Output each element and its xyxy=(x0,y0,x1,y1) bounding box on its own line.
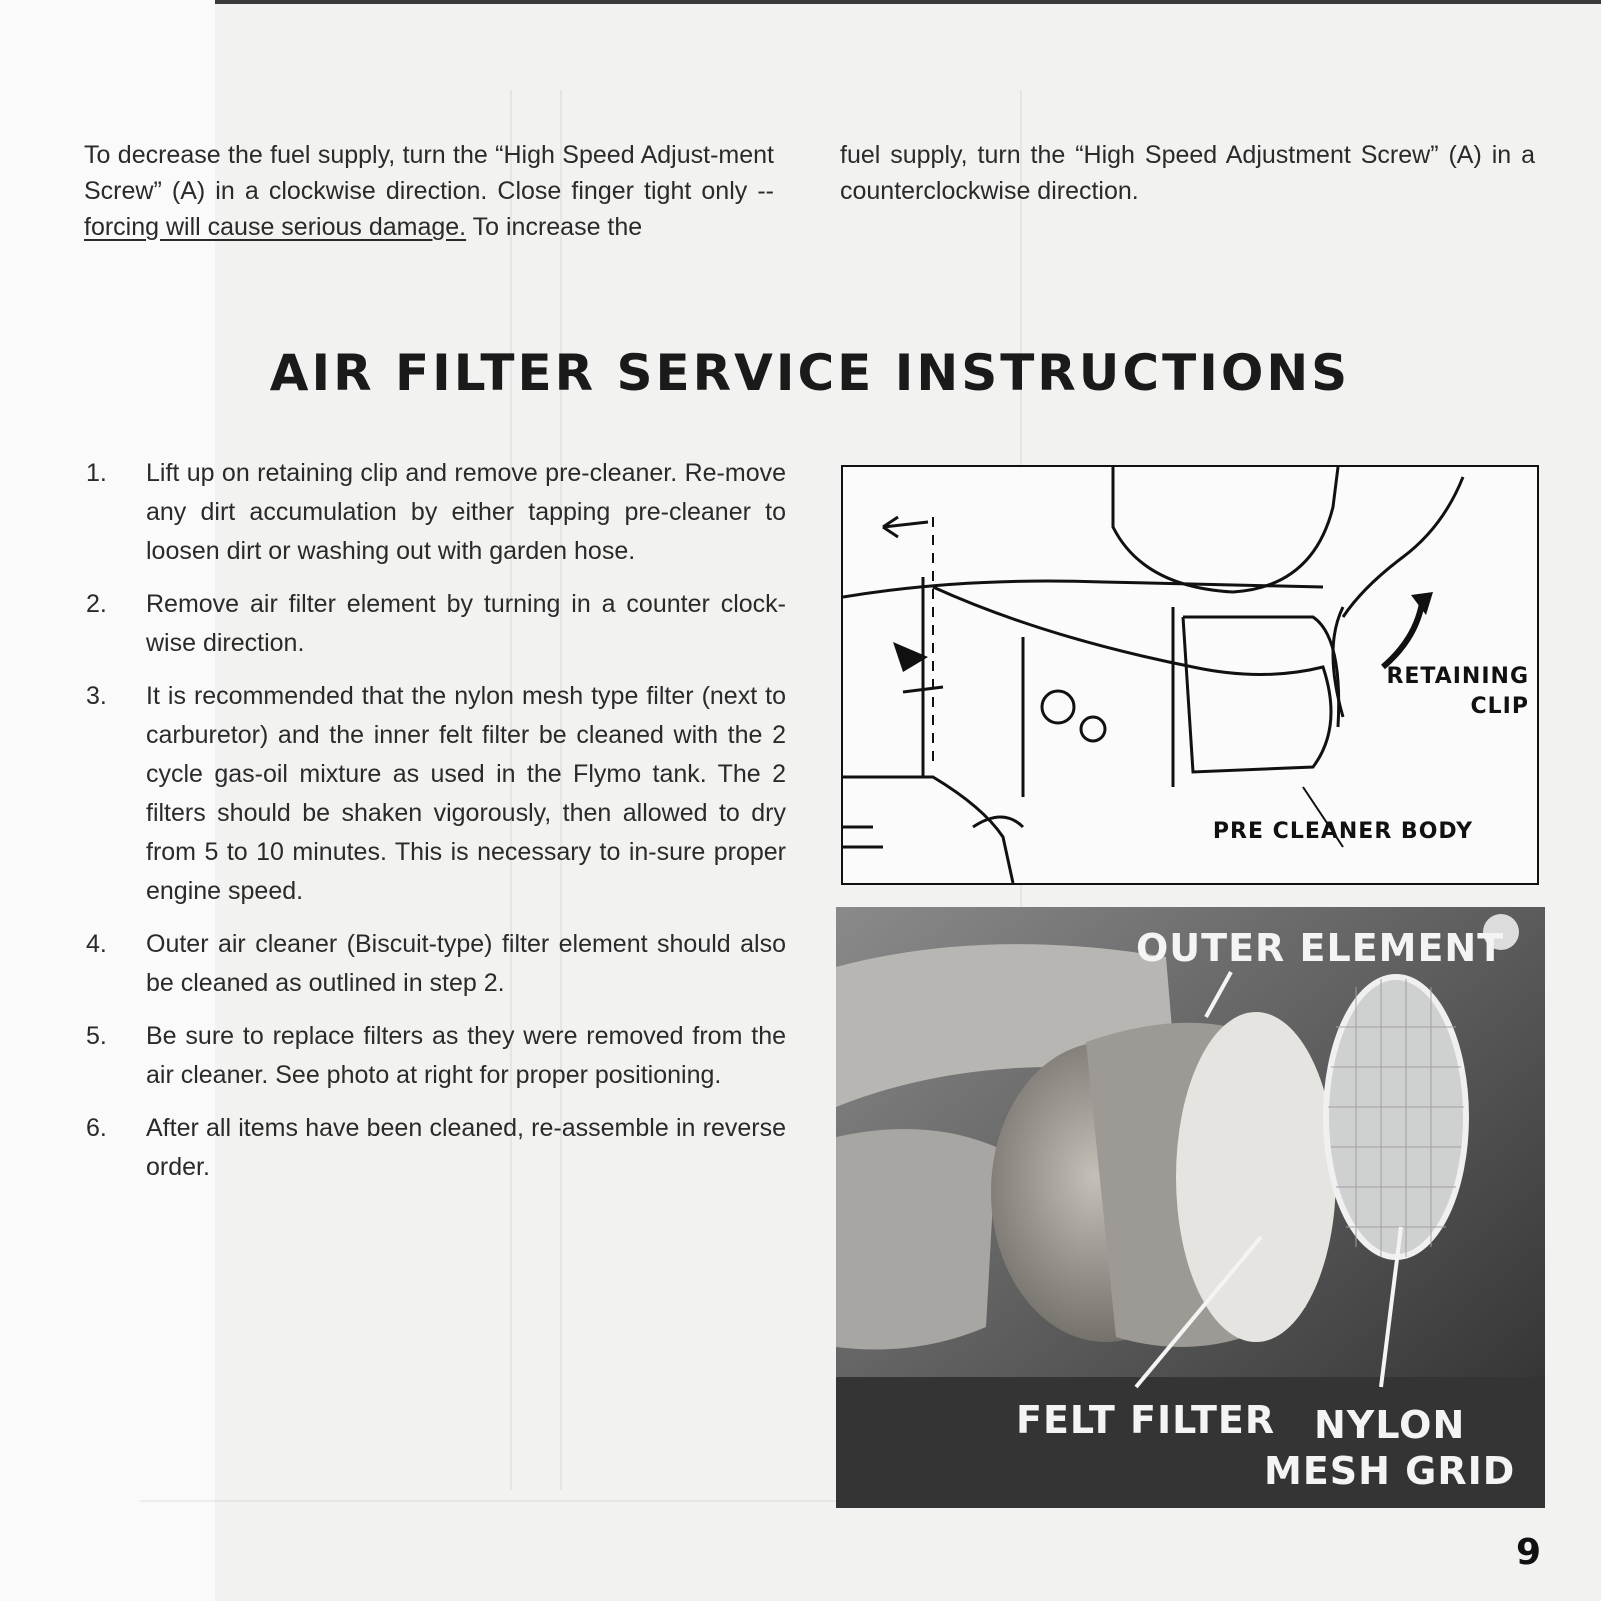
step-item xyxy=(86,585,786,663)
filter-elements-photo xyxy=(836,907,1545,1508)
intro-left-column xyxy=(84,137,774,245)
instruction-steps xyxy=(86,454,786,1201)
step-text: Lift up on retaining clip and remove pre-cleaner. Re-move any dirt accumulation by either tapping pre-cleaner to loosen dirt or washing out with garden hose. xyxy=(146,459,786,565)
step-text: Be sure to replace filters as they were removed from the air cleaner. See photo at right for proper positioning. xyxy=(146,1022,786,1089)
step-item xyxy=(86,1109,786,1187)
intro-warning-underlined: forcing will cause serious damage. xyxy=(84,213,467,241)
step-number: 6. xyxy=(86,1114,107,1142)
step-item xyxy=(86,925,786,1003)
step-text: After all items have been cleaned, re-assemble in reverse order. xyxy=(146,1114,786,1181)
step-item xyxy=(86,454,786,571)
page-number: 9 xyxy=(1515,1532,1541,1573)
pre-cleaner-body-label: PRE CLEANER BODY xyxy=(1212,819,1473,844)
step-number: 4. xyxy=(86,930,107,958)
step-number: 1. xyxy=(86,459,107,487)
retaining-label-line2: CLIP xyxy=(1470,694,1529,719)
nylon-label-line2: MESH GRID xyxy=(1264,1449,1516,1493)
felt-filter-label: FELT FILTER xyxy=(1016,1398,1276,1442)
intro-left-text-end: To increase the xyxy=(466,213,643,241)
step-number: 5. xyxy=(86,1022,107,1050)
nylon-mesh-grid-label xyxy=(1264,1402,1515,1494)
step-text: It is recommended that the nylon mesh type filter (next to carburetor) and the inner felt filter be cleaned with the 2 cycle gas-oil mixture as used in the Flymo tank. The 2 filters should be shaken vigorously, then allowed to dry from 5 to 10 minutes. This is necessary to in-sure proper engine speed. xyxy=(146,682,786,905)
air-cleaner-diagram xyxy=(841,465,1539,885)
scan-edge xyxy=(215,0,1601,4)
nylon-label-line1: NYLON xyxy=(1314,1403,1466,1447)
retaining-clip-label xyxy=(1386,662,1529,722)
intro-right-column: fuel supply, turn the “High Speed Adjustment Screw” (A) in a counterclockwise direction. xyxy=(840,141,1535,205)
step-item xyxy=(86,677,786,911)
section-heading: AIR FILTER SERVICE INSTRUCTIONS xyxy=(269,344,1351,402)
step-number: 2. xyxy=(86,590,107,618)
outer-element-label: OUTER ELEMENT xyxy=(1136,926,1505,970)
step-text: Remove air filter element by turning in a counter clock-wise direction. xyxy=(146,590,786,657)
step-number: 3. xyxy=(86,682,107,710)
retaining-label-line1: RETAINING xyxy=(1386,664,1529,689)
step-item xyxy=(86,1017,786,1095)
intro-left-text: To decrease the fuel supply, turn the “High Speed Adjust-ment Screw” (A) in a clockwise direction. Close finger tight only -- xyxy=(84,141,774,205)
step-text: Outer air cleaner (Biscuit-type) filter element should also be cleaned as outlined in step 2. xyxy=(146,930,786,997)
